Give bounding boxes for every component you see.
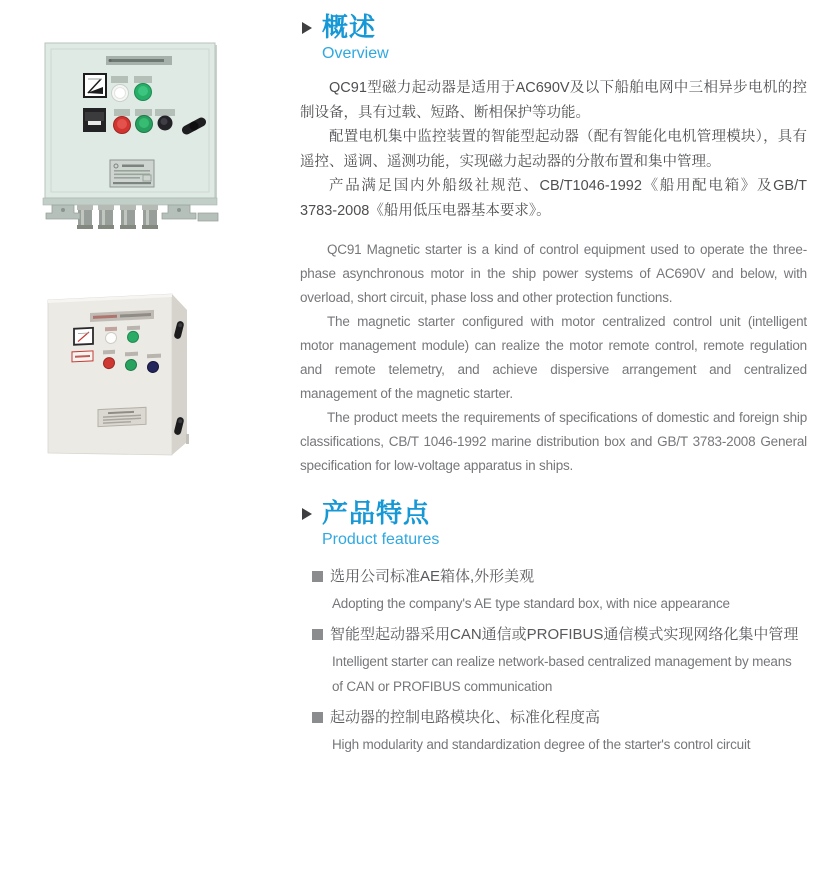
button-label (103, 350, 115, 355)
feature-en-text: High modularity and standardization degree of the starter's control circuit (332, 737, 751, 752)
overview-paragraph-zh-3: 产品满足国内外船级社规范、CB/T1046-1992《船用配电箱》及GB/T 3783-2008《船用低压电器基本要求》。 (300, 178, 807, 219)
feature-zh-line (312, 562, 807, 591)
feature-item (312, 562, 807, 616)
overview-section-header (300, 12, 807, 64)
push-button-black (158, 116, 173, 131)
feature-en-text: Adopting the company's AE type standard box, with nice appearance (332, 596, 730, 611)
feature-item (312, 703, 807, 757)
product-photo-front-view (40, 36, 230, 241)
nameplate (110, 160, 154, 187)
feature-zh-text: 起动器的控制电路模块化、标准化程度高 (330, 709, 601, 726)
features-title-zh: 产品特点 (322, 498, 431, 528)
overview-paragraph-zh-1: QC91型磁力起动器是适用于AC690V及以下船舶电网中三相异步电机的控制设备，具有过载、短路、断相保护等功能。 (300, 80, 807, 121)
bottom-flange (43, 198, 217, 205)
circuit-breaker (83, 108, 106, 132)
starter-cabinet-front-illustration (40, 36, 230, 241)
starter-cabinet-angled-illustration (38, 286, 223, 481)
push-button-navy (148, 361, 159, 373)
feature-en-text: Intelligent starter can realize network-based centralized management by means of CAN or PROFIBUS communication (332, 654, 792, 694)
overview-paragraph-zh-2: 配置电机集中监控装置的智能型起动器（配有智能化电机管理模块），具有遥控、遥调、遥测功能，实现磁力起动器的分散布置和集中管理。 (300, 129, 807, 170)
indicator-lamp-white (106, 332, 117, 344)
features-section-header (300, 498, 807, 550)
lamp-label (105, 327, 117, 332)
indicator-lamp-green (128, 331, 139, 343)
warning-plate (72, 351, 93, 362)
button-label (147, 354, 161, 359)
square-bullet-icon (312, 712, 323, 723)
button-label (125, 352, 138, 357)
feature-zh-line (312, 620, 807, 649)
overview-paragraph-en-3: The product meets the requirements of specifications of domestic and foreign ship classifications, CB/T 1046-1992 marine distribution box and GB/T 3783-2008 General specification for low-voltage apparatus in ships. (300, 410, 807, 473)
features-title-en: Product features (322, 531, 440, 548)
lamp-label (127, 326, 140, 331)
overview-paragraph-en-2: The magnetic starter configured with motor centralized control unit (intelligent motor management module) can realize the motor remote control, remote regulation and remote telemetry, and achieve dispersive arrangement and centralized management of the magnetic starter. (300, 314, 807, 401)
button-labels (114, 109, 175, 116)
overview-title-zh: 概述 (322, 12, 377, 42)
hinge (186, 434, 189, 444)
section-marker-icon (302, 22, 312, 34)
overview-paragraph-en-1: QC91 Magnetic starter is a kind of control equipment used to operate the three-phase asynchronous motor in the ship power systems of AC690V and below, with overload, short circuit, phase loss and other protection functions. (300, 242, 807, 305)
indicator-lamp-white (112, 85, 129, 102)
cable-glands (77, 205, 158, 229)
feature-zh-text: 智能型起动器采用CAN通信或PROFIBUS通信模式实现网络化集中管理 (330, 626, 799, 643)
overview-english-block (300, 238, 807, 478)
product-photo-angled-view (38, 286, 223, 481)
features-list (300, 562, 807, 757)
section-marker-icon (302, 508, 312, 520)
square-bullet-icon (312, 629, 323, 640)
feature-item (312, 620, 807, 699)
push-button-red (114, 117, 131, 134)
nameplate (98, 407, 146, 426)
feature-zh-text: 选用公司标准AE箱体,外形美观 (330, 568, 535, 585)
square-bullet-icon (312, 571, 323, 582)
content-column (300, 12, 807, 761)
indicator-lamp-green (135, 84, 152, 101)
top-label-strip (106, 56, 172, 65)
ammeter (84, 74, 106, 97)
overview-title-en: Overview (322, 45, 389, 62)
ammeter (74, 328, 93, 345)
push-button-red (104, 357, 115, 369)
feature-zh-line (312, 703, 807, 732)
push-button-green (136, 116, 153, 133)
push-button-green (126, 359, 137, 371)
